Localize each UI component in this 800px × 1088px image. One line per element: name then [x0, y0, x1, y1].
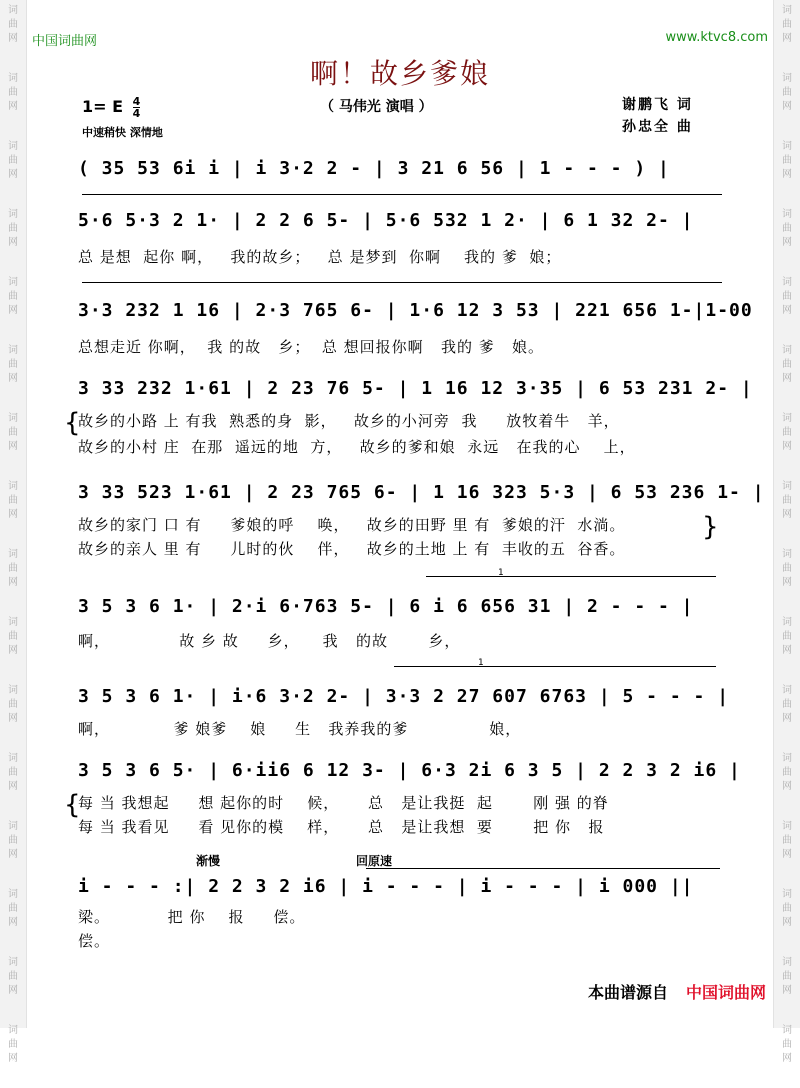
- lyrics-line-9: 梁。 把 你 报 偿。: [78, 908, 306, 926]
- score-line-6: 3 5 3 6 1· | 2·i 6·763 5- | 6 i 6 656 31 | 2 - - - |: [78, 596, 694, 617]
- lyricist-credit: 谢鹏飞 词: [622, 97, 693, 113]
- composer-credit: 孙忠全 曲: [622, 119, 693, 135]
- watermark-text: 词 曲 网: [782, 685, 792, 724]
- verse-brace: {: [64, 790, 81, 820]
- site-url-right[interactable]: www.ktvc8.com: [665, 30, 768, 45]
- tempo-a-tempo: 回原速: [356, 854, 393, 868]
- score-line-3: 3·3 232 1 16 | 2·3 765 6- | 1·6 12 3 53 | 221 656 1-|1-00: [78, 300, 753, 321]
- watermark-text: 词 曲 网: [782, 345, 792, 384]
- volta-bracket: [426, 576, 716, 577]
- footer-source-label: 本曲谱源自: [587, 983, 668, 1002]
- watermark-text: 词 曲 网: [8, 277, 18, 316]
- watermark-text: 词 曲 网: [8, 753, 18, 792]
- watermark-text: 词 曲 网: [8, 821, 18, 860]
- score-line-2: 5·6 5·3 2 1· | 2 2 6 5- | 5·6 532 1 2· | 6 1 32 2- |: [78, 210, 694, 231]
- score-line-8: 3 5 3 6 5· | 6·ii6 6 12 3- | 6·3 2i 6 3 5 | 2 2 3 2 i6 |: [78, 760, 741, 781]
- time-bottom: 4: [132, 107, 141, 120]
- lyrics-line-3: 总想走近 你啊， 我 的故 乡； 总 想回报你啊 我的 爹 娘。: [78, 338, 545, 356]
- lyrics-line-5a: 故乡的家门 口 有 爹娘的呼 唤， 故乡的田野 里 有 爹娘的汗 水淌。: [78, 516, 626, 534]
- lyrics-line-9-tail: 偿。: [78, 932, 111, 950]
- watermark-text: 词 曲 网: [782, 413, 792, 452]
- watermark-text: 词 曲 网: [8, 957, 18, 996]
- watermark-text: 词 曲 网: [8, 549, 18, 588]
- tempo-marking: 中速稍快 深情地: [82, 126, 163, 139]
- volta-label: 1: [478, 658, 484, 668]
- lyrics-line-7: 啊， 爹 娘爹 娘 生 我养我的爹 娘，: [78, 720, 522, 738]
- watermark-text: 词 曲 网: [782, 889, 792, 928]
- watermark-text: 词 曲 网: [782, 1025, 792, 1064]
- watermark-text: 词 曲 网: [8, 345, 18, 384]
- lyrics-line-4b: 故乡的小村 庄 在那 遥远的地 方， 故乡的爹和娘 永远 在我的心 上，: [78, 438, 636, 456]
- watermark-text: 词 曲 网: [8, 413, 18, 452]
- tempo-ritardando: 渐慢: [196, 854, 221, 868]
- watermark-text: 词 曲 网: [8, 617, 18, 656]
- lyrics-line-2: 总 是想 起你 啊， 我的故乡； 总 是梦到 你啊 我的 爹 娘；: [78, 248, 562, 266]
- score-line-9: i - - - :| 2 2 3 2 i6 | i - - - | i - - - | i 000 ||: [78, 876, 694, 897]
- volta-bracket: [394, 666, 716, 667]
- watermark-text: 词 曲 网: [782, 481, 792, 520]
- song-title: 啊！故乡爹娘: [309, 57, 490, 90]
- phrase-line: [82, 194, 722, 195]
- volta-label: 1: [498, 568, 504, 578]
- site-name-left[interactable]: 中国词曲网: [32, 34, 98, 49]
- score-line-4: 3 33 232 1·61 | 2 23 76 5- | 1 16 12 3·35 | 6 53 231 2- |: [78, 378, 753, 399]
- verse-brace: {: [64, 408, 81, 438]
- watermark-text: 词 曲 网: [782, 141, 792, 180]
- watermark-text: 词 曲 网: [782, 549, 792, 588]
- watermark-text: 词 曲 网: [782, 209, 792, 248]
- right-watermark-bar: [773, 0, 800, 1064]
- singer-credit: （ 马伟光 演唱 ）: [320, 99, 433, 115]
- left-watermark-bar: [0, 0, 27, 1064]
- watermark-text: 词 曲 网: [782, 753, 792, 792]
- watermark-text: 词 曲 网: [8, 5, 18, 44]
- watermark-text: 词 曲 网: [782, 73, 792, 112]
- watermark-text: 词 曲 网: [8, 481, 18, 520]
- time-top: 4: [132, 95, 141, 108]
- watermark-text: 词 曲 网: [8, 141, 18, 180]
- watermark-text: 词 曲 网: [782, 821, 792, 860]
- footer-source: [588, 980, 766, 1003]
- watermark-text: 词 曲 网: [8, 685, 18, 724]
- lyrics-line-8a: 每 当 我想起 想 起你的时 候， 总 是让我挺 起 刚 强 的脊: [78, 794, 609, 812]
- fermata-line: [366, 868, 720, 869]
- watermark-text: 词 曲 网: [8, 209, 18, 248]
- watermark-text: 词 曲 网: [782, 957, 792, 996]
- lyrics-line-8b: 每 当 我看见 看 见你的模 样， 总 是让我想 要 把 你 报: [78, 818, 605, 836]
- score-line-7: 3 5 3 6 1· | i·6 3·2 2- | 3·3 2 27 607 6763 | 5 - - - |: [78, 686, 730, 707]
- watermark-text: 词 曲 网: [782, 617, 792, 656]
- score-line-1: ( 35 53 6i i | i 3·2 2 - | 3 21 6 56 | 1 - - - ) |: [78, 158, 670, 179]
- watermark-text: 词 曲 网: [8, 1025, 18, 1064]
- key-label: 1= E: [82, 97, 124, 116]
- footer-brand-link[interactable]: 中国词曲网: [685, 983, 766, 1002]
- lyrics-line-4a: 故乡的小路 上 有我 熟悉的身 影， 故乡的小河旁 我 放牧着牛 羊，: [78, 412, 620, 430]
- key-signature: [82, 96, 140, 119]
- verse-brace: }: [702, 512, 719, 542]
- watermark-text: 词 曲 网: [8, 889, 18, 928]
- phrase-line: [82, 282, 722, 283]
- watermark-text: 词 曲 网: [782, 277, 792, 316]
- time-signature: [133, 96, 141, 119]
- score-line-5: 3 33 523 1·61 | 2 23 765 6- | 1 16 323 5·3 | 6 53 236 1- |: [78, 482, 765, 503]
- lyrics-line-6: 啊， 故 乡 故 乡， 我 的故 乡，: [78, 632, 461, 650]
- lyrics-line-5b: 故乡的亲人 里 有 儿时的伙 伴， 故乡的土地 上 有 丰收的五 谷香。: [78, 540, 626, 558]
- watermark-text: 词 曲 网: [8, 73, 18, 112]
- watermark-text: 词 曲 网: [782, 5, 792, 44]
